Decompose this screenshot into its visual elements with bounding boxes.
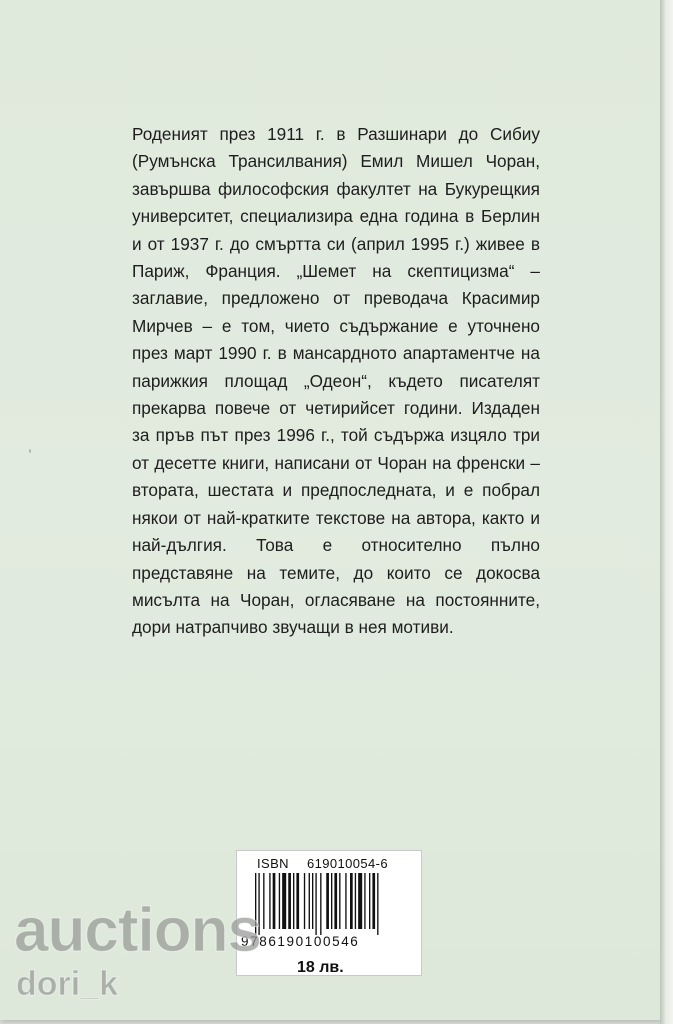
isbn-prefix: ISBN	[257, 856, 289, 871]
barcode-bar	[315, 873, 316, 935]
barcode-icon	[253, 873, 407, 935]
print-mark: ˈ	[27, 447, 33, 467]
barcode-digits: 9786190100546	[241, 934, 360, 949]
barcode-bar	[334, 873, 337, 929]
barcode-bar	[355, 873, 356, 929]
barcode-bar	[293, 873, 294, 929]
barcode-bar	[263, 873, 264, 929]
barcode-bar	[269, 873, 270, 929]
barcode-bar	[350, 873, 353, 929]
barcode-bar	[296, 873, 299, 929]
barcode-bar	[309, 873, 310, 929]
isbn-line	[257, 856, 388, 871]
barcode-bar	[339, 873, 340, 929]
barcode-bar	[369, 873, 370, 929]
barcode-bar	[358, 873, 362, 929]
barcode-bar	[312, 873, 313, 929]
barcode-bar	[345, 873, 346, 929]
barcode-bar	[320, 873, 321, 935]
barcode-bar	[288, 873, 291, 929]
isbn-number: 619010054-6	[306, 856, 388, 871]
barcode-bar	[331, 873, 332, 929]
watermark-site: auctions	[14, 896, 261, 965]
barcode-bar	[273, 873, 276, 929]
barcode-bar	[372, 873, 375, 929]
barcode-bar	[364, 873, 365, 929]
barcode-bar	[304, 873, 305, 929]
book-description: Роденият през 1911 г. в Разшинари до Сибиу (Румънска Трансилвания) Емил Мишел Чоран, завършва философския факултет на Букурещкия университет, специализира една година в Берлин и от 1937 г. до смъртта си (април 1995 г.) живее в Париж, Франция. „Шемет на скептицизма“ – заглавие, предложено от преводача Красимир Мирчев – е том, чието съдържание е уточнено през март 1990 г. в мансардното апартаментче на парижкия площад „Одеон“, където писателят прекарва повече от четирийсет години. Издаден за пръв път през 1996 г., той съдържа изцяло три от десетте книги, написани от Чоран на френски – втората, шестата и предпоследната, и е побрал някои от най-кратките текстове на автора, както и най-дългия. Това е относително пълно представяне на темите, до които се докосва мисълта на Чоран, огласяване на постоянните, дори натрапчиво звучащи в нея мотиви.	[132, 124, 540, 638]
cover-edge	[660, 0, 673, 1024]
barcode-bar	[326, 873, 329, 929]
price-label: 18 лв.	[297, 959, 344, 976]
isbn-label	[236, 850, 422, 976]
barcode-bar	[279, 873, 280, 929]
barcode-bar	[377, 873, 378, 935]
watermark-user: dori_k	[16, 965, 119, 1003]
barcode-bar	[282, 873, 286, 929]
